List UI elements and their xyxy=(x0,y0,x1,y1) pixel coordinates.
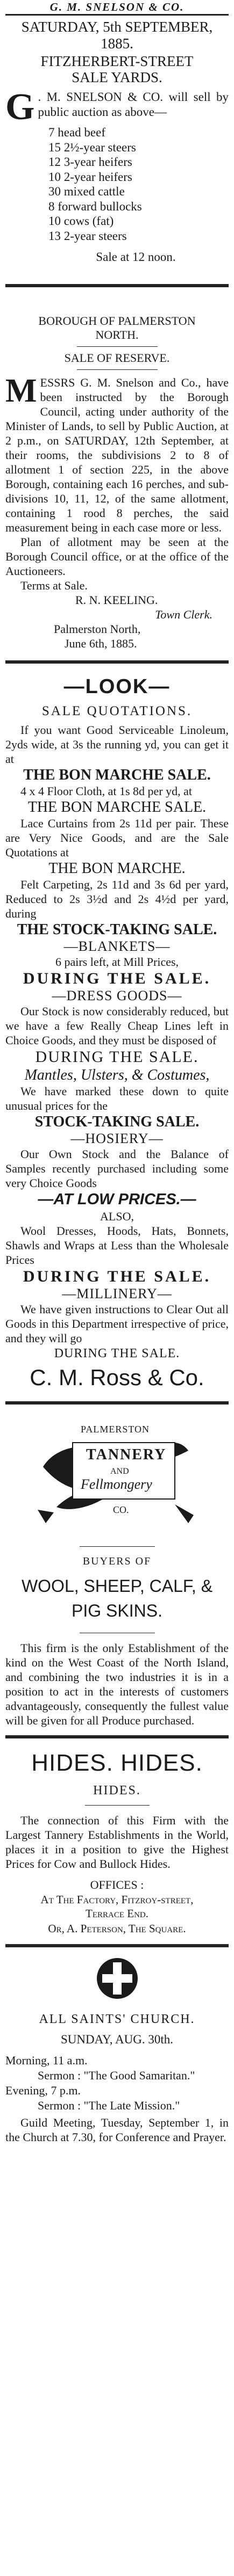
tannery-office1: At The Factory, Fitzroy-street, Terrace End. xyxy=(40,1893,194,1920)
ross-blankets: —BLANKETS— xyxy=(63,938,171,954)
divider xyxy=(77,346,158,347)
borough-dropcap: M xyxy=(5,375,37,409)
borough-title: BOROUGH OF PALMERSTON NORTH. xyxy=(38,314,196,341)
ross-also: ALSO, xyxy=(100,1210,134,1223)
ross-blankets-price: 6 pairs left, at Mill Prices, xyxy=(55,955,179,969)
divider xyxy=(5,660,229,664)
snelson-masthead: G. M. SNELSON & CO. xyxy=(5,0,229,16)
lot-item: 12 3-year heifers xyxy=(48,155,132,169)
church-date: SUNDAY, AUG. 30th. xyxy=(61,2033,173,2046)
ross-bon1: THE BON MARCHE SALE. xyxy=(23,767,211,783)
divider xyxy=(85,1805,150,1806)
ross-bon2: THE BON MARCHE SALE. xyxy=(27,799,207,816)
tannery-logo-co: CO. xyxy=(113,1504,129,1515)
snelson-date: SATURDAY, 5th SEPTEMBER, 1885. xyxy=(21,19,213,52)
lot-item: 8 forward bullocks xyxy=(48,199,142,213)
tannery-logo xyxy=(5,1413,229,1537)
lot-item: 30 mixed cattle xyxy=(48,185,125,198)
tannery-logo-top: PALMERSTON xyxy=(81,1424,150,1435)
divider xyxy=(77,369,158,370)
snelson-yards: FITZHERBERT-STREET SALE YARDS. xyxy=(40,53,194,85)
tannery-wool: WOOL, SHEEP, CALF, & xyxy=(21,1576,213,1596)
borough-signature: R. N. KEELING. xyxy=(75,593,158,607)
ross-low: —AT LOW PRICES.— xyxy=(38,1191,196,1208)
ross-during3: DURING THE SALE. xyxy=(23,1268,211,1285)
ross-curtains: Lace Curtains from 2s 11d per pair. These are Very Nice Goods, and are the Sale Quotations at xyxy=(5,817,229,859)
tannery-logo-mid: TANNERY xyxy=(86,1446,167,1463)
divider xyxy=(5,1401,229,1405)
snelson-sale-time: Sale at 12 noon. xyxy=(96,250,176,264)
tannery-hides-small: HIDES. xyxy=(93,1784,141,1798)
ross-stocktaking2: STOCK-TAKING SALE. xyxy=(34,1114,200,1130)
lot-item: 13 2-year steers xyxy=(48,229,127,243)
borough-subtitle: SALE OF RESERVE. xyxy=(64,351,170,365)
lot-item: 10 2-year heifers xyxy=(48,170,132,184)
borough-role: Town Clerk. xyxy=(155,608,212,621)
ross-hosiery: —HOSIERY— xyxy=(70,1131,164,1146)
ross-bon3: THE BON MARCHE. xyxy=(48,860,186,877)
ross-millinery: —MILLINERY— xyxy=(62,1286,172,1301)
divider xyxy=(80,1546,155,1547)
church-guild: Guild Meeting, Tuesday, September 1, in the Church at 7.30, for Conference and Prayer. xyxy=(5,2116,229,2144)
ross-stocktaking: THE STOCK-TAKING SALE. xyxy=(17,921,217,938)
ross-mantles: Mantles, Ulsters, & Costumes, xyxy=(24,1067,210,1083)
snelson-lots xyxy=(48,125,229,243)
divider xyxy=(5,284,229,287)
ross-hosiery-body: Our Own Stock and the Balance of Samples recently purchased including some very Choice Goods xyxy=(5,1147,229,1190)
borough-terms: Terms at Sale. xyxy=(20,579,88,592)
divider xyxy=(5,1944,229,1947)
tannery-pig: PIG SKINS. xyxy=(72,1601,162,1620)
tannery-office2: Or, A. Peterson, The Square. xyxy=(48,1922,186,1935)
borough-place: Palmerston North, xyxy=(54,622,141,636)
church-name: ALL SAINTS' CHURCH. xyxy=(39,2012,195,2026)
ross-wool-goods: Wool Dresses, Hoods, Hats, Bonnets, Shawls and Wraps at Less than the Wholesale Prices xyxy=(5,1224,229,1267)
tannery-body: This firm is the only Establishment of the kind on the West Coast of the North Island, and combining the two industries it is in a position to act in the interests of customers advantageously, consequently the fullest value will be given for all Produce purchased. xyxy=(5,1641,229,1727)
ross-q-intro: If you want Good Serviceable Linoleum, 2yds wide, at 3s the running yd, you can get it at xyxy=(5,723,229,766)
church-evening: Evening, 7 p.m. xyxy=(5,2084,81,2097)
tannery-offices: OFFICES : xyxy=(90,1878,144,1891)
lot-item: 15 2½-year steers xyxy=(48,140,136,154)
borough-body: ESSRS G. M. Snelson and Co., have been instructed by the Borough Council, acting under authority of the Minister of Lands, to sell by Public Auction, at 2 p.m., on SATURDAY, 12th September, at their rooms, the subdivisions 2 to 8 of allotment 1 of section 225, in the above Borough, containing each 16 perches, and sub-divisions 10, 11, 12, of the same allotment, containing 1 rood 8 perches, the said measurement being in each case more or less. xyxy=(5,376,229,534)
tannery-hides-big: HIDES. HIDES. xyxy=(31,1750,203,1776)
ross-felt: Felt Carpeting, 2s 11d and 3s 6d per yard, Reduced to 2s 3½d and 2s 4½d per yard, during xyxy=(5,878,229,920)
tannery-buyers: BUYERS OF xyxy=(82,1555,152,1567)
ross-during4: DURING THE SALE. xyxy=(54,1347,180,1360)
ross-mantles-body: We have marked these down to quite unusual prices for the xyxy=(5,1085,229,1112)
lot-item: 7 head beef xyxy=(48,126,105,139)
church-emblem xyxy=(5,1956,229,2004)
ross-look: —LOOK— xyxy=(63,675,171,698)
borough-plans: Plan of allotment may be seen at the Borough Council office, or at the office of the Auctioneers. xyxy=(5,535,229,578)
church-morning: Morning, 11 a.m. xyxy=(5,2054,88,2067)
ross-during2: DURING THE SALE. xyxy=(35,1048,199,1066)
cross-emblem-icon xyxy=(95,1956,140,2001)
church-sermon1: Sermon : "The Good Samaritan." xyxy=(38,2069,195,2082)
tannery-hides-body: The connection of this Firm with the Largest Tannery Establishments in the World, places it in a position to give the Highest Prices for Cow and Bullock Hides. xyxy=(5,1814,229,1871)
tannery-logo-bottom: Fellmongery xyxy=(81,1476,152,1492)
ross-floorcloth: 4 x 4 Floor Cloth, at 1s 8d per yd, at xyxy=(20,784,192,798)
ross-quotations: SALE QUOTATIONS. xyxy=(41,704,193,718)
ross-millinery-body: We have given instructions to Clear Out all Goods in this Department irrespective of price, and they will go xyxy=(5,1302,229,1345)
church-sermon2: Sermon : "The Late Mission." xyxy=(38,2099,180,2112)
ross-dress: —DRESS GOODS— xyxy=(52,988,182,1003)
ross-during1: DURING THE SALE. xyxy=(23,970,211,987)
tannery-logo-and: AND xyxy=(110,1467,129,1476)
lot-item: 10 cows (fat) xyxy=(48,214,114,228)
snelson-intro: . M. SNELSON & CO. will sell by public auction as above— xyxy=(38,90,229,119)
ross-dress-body: Our Stock is now considerably reduced, but we have a few Really Cheap Lines left in Choice Goods, and they must be disposed of xyxy=(5,1005,229,1047)
ross-firm: C. M. Ross & Co. xyxy=(30,1365,204,1390)
divider xyxy=(5,1735,229,1738)
borough-date: June 6th, 1885. xyxy=(65,637,137,650)
snelson-dropcap: G xyxy=(5,90,35,124)
